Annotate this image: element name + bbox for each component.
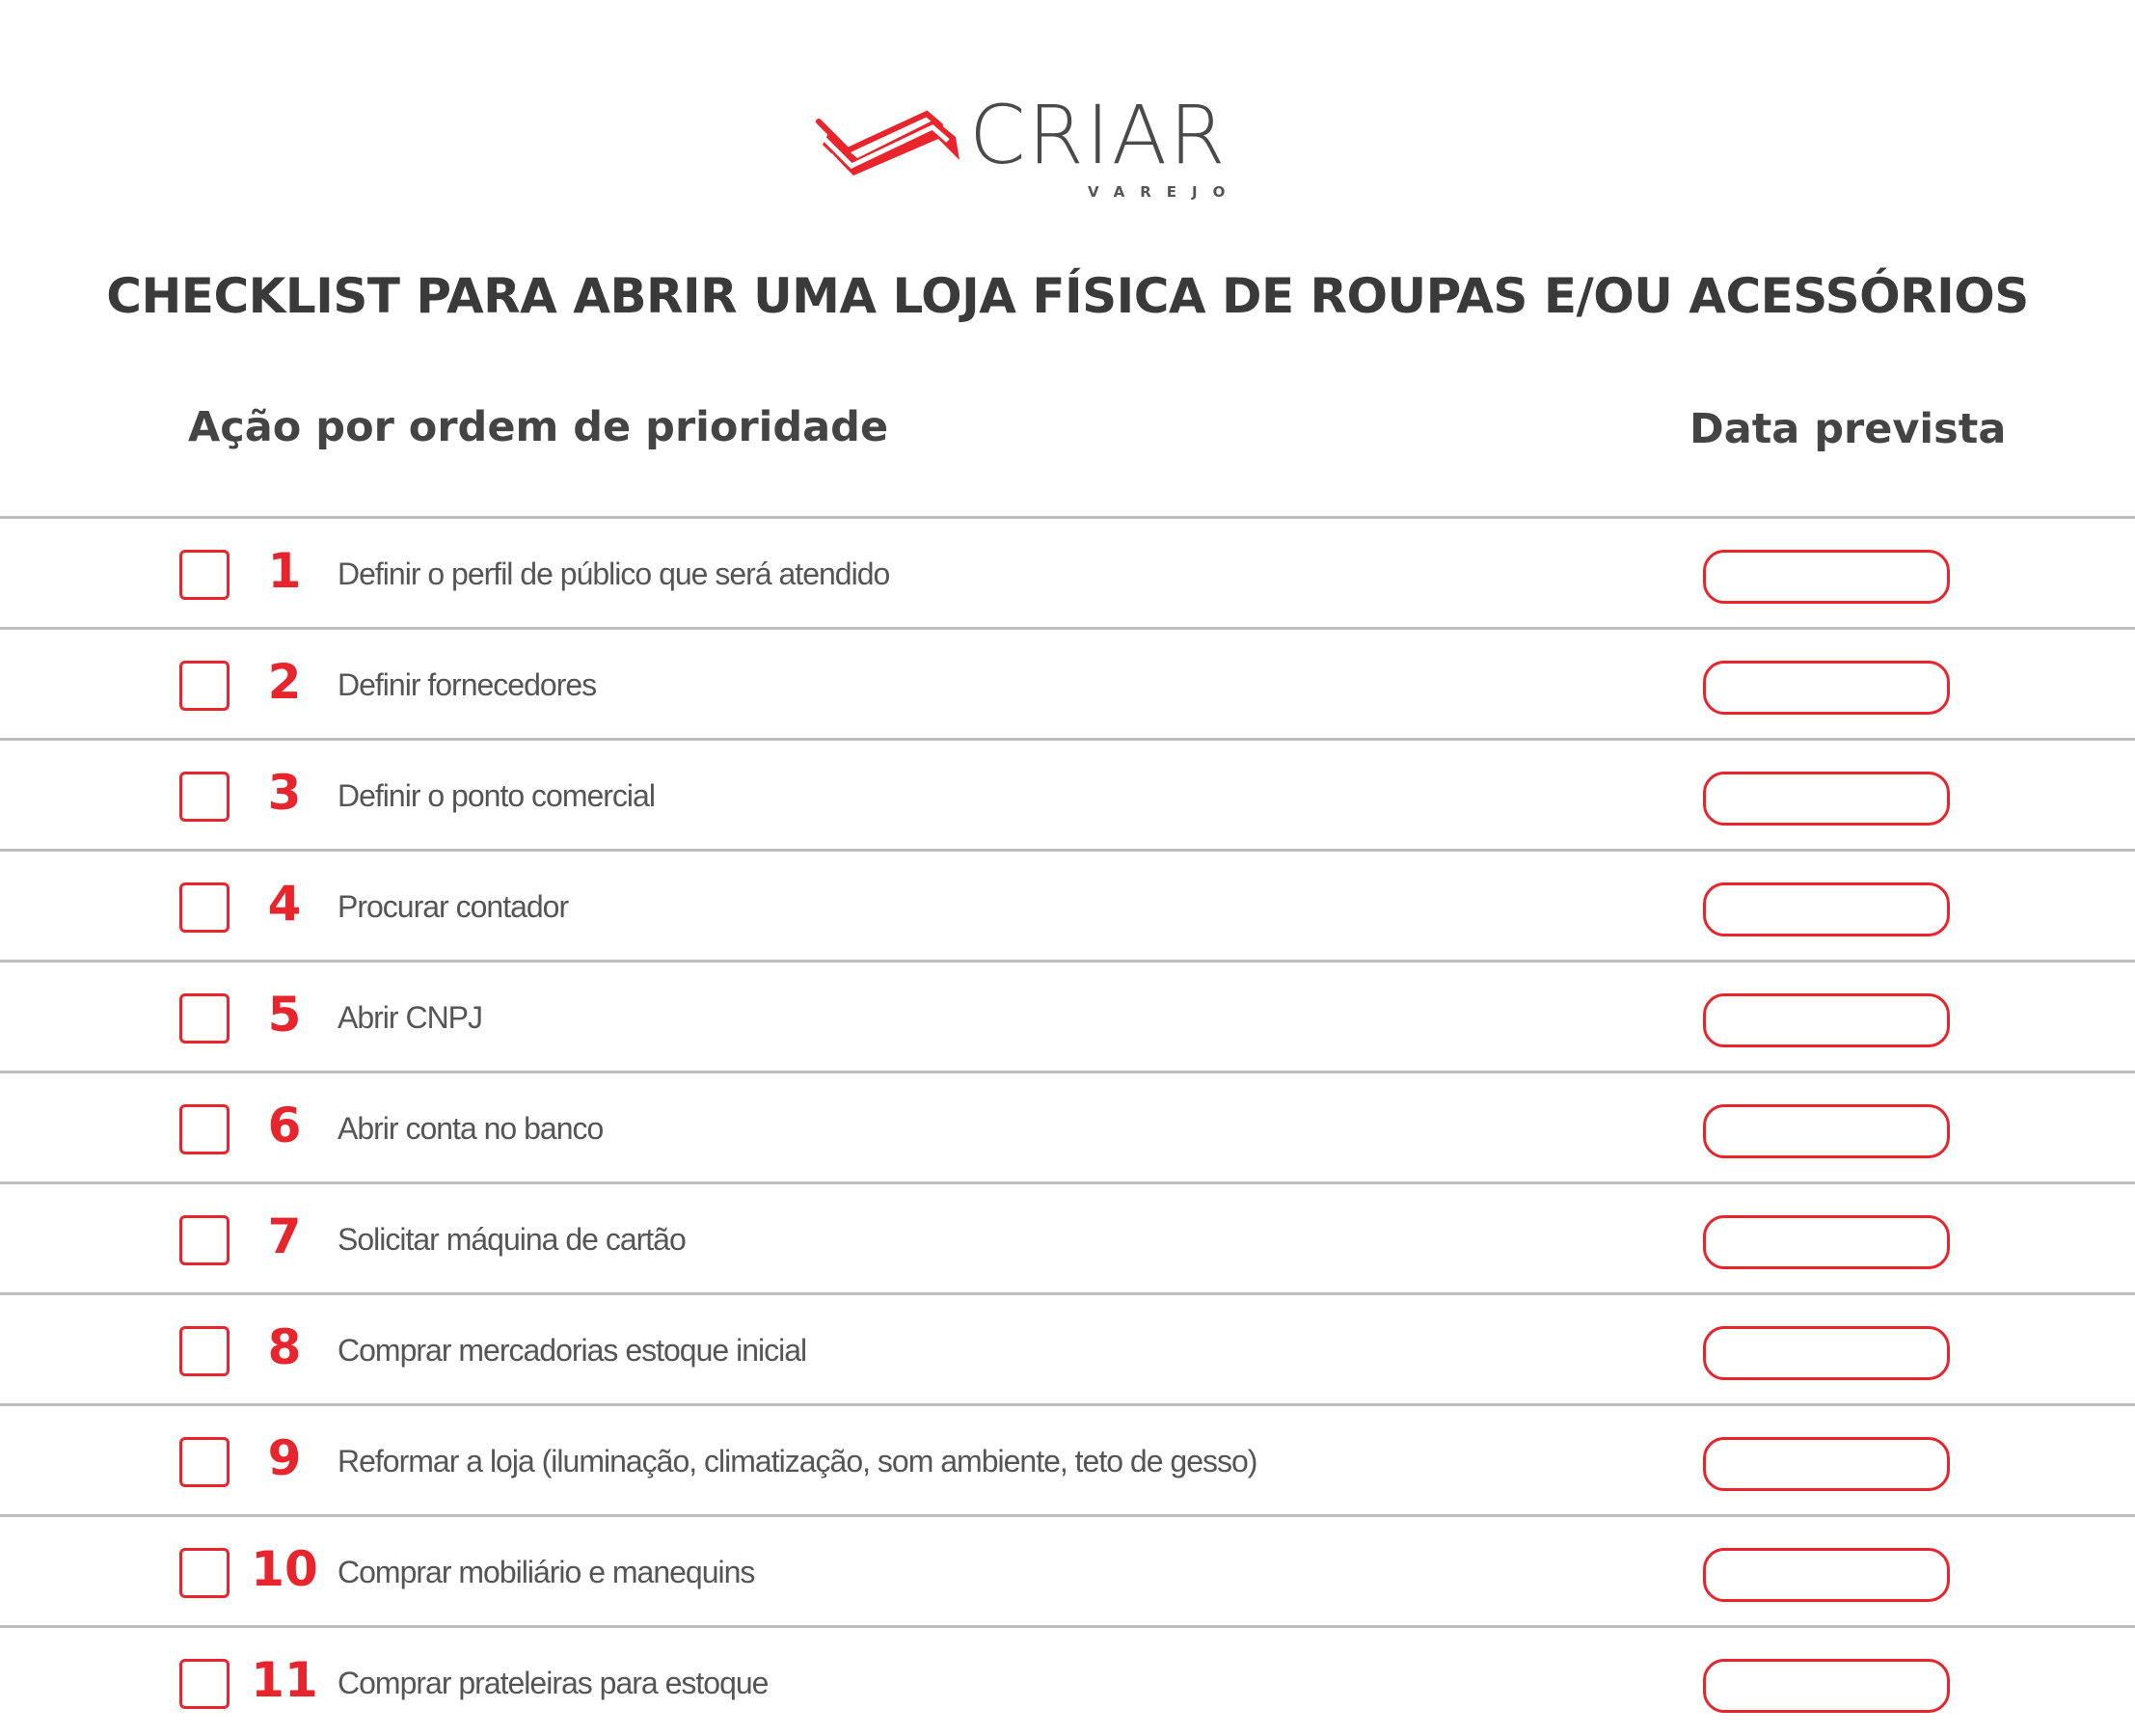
item-number: 7 xyxy=(267,1208,302,1264)
checklist-row xyxy=(0,960,2135,1071)
item-label: Abrir conta no banco xyxy=(338,1111,604,1146)
date-field[interactable] xyxy=(1703,550,1950,604)
item-label: Comprar mercadorias estoque inicial xyxy=(338,1333,807,1368)
action-column-header: Ação por ordem de prioridade xyxy=(188,403,889,451)
date-field[interactable] xyxy=(1703,1326,1950,1380)
item-label: Comprar prateleiras para estoque xyxy=(338,1666,769,1700)
date-field[interactable] xyxy=(1703,882,1950,936)
item-checkbox[interactable] xyxy=(179,1326,230,1376)
date-field[interactable] xyxy=(1703,1437,1950,1491)
item-label: Definir o ponto comercial xyxy=(338,778,655,813)
item-checkbox[interactable] xyxy=(179,1104,230,1154)
item-checkbox[interactable] xyxy=(179,1437,230,1487)
item-label: Abrir CNPJ xyxy=(338,1000,483,1035)
item-number: 1 xyxy=(267,543,302,599)
item-number: 2 xyxy=(267,654,302,710)
date-column-header: Data prevista xyxy=(1689,405,2007,453)
date-field[interactable] xyxy=(1703,1104,1950,1158)
item-number: 8 xyxy=(267,1319,302,1375)
item-checkbox[interactable] xyxy=(179,882,230,933)
item-label: Definir fornecedores xyxy=(338,667,597,702)
date-field[interactable] xyxy=(1703,1548,1950,1602)
checklist-row xyxy=(0,738,2135,849)
item-label: Solicitar máquina de cartão xyxy=(338,1222,686,1257)
item-checkbox[interactable] xyxy=(179,1548,230,1598)
item-number: 5 xyxy=(267,987,302,1043)
item-checkbox[interactable] xyxy=(179,772,230,822)
item-checkbox[interactable] xyxy=(179,550,230,600)
item-number: 9 xyxy=(267,1430,302,1486)
checklist-row xyxy=(0,627,2135,738)
item-label: Comprar mobiliário e manequins xyxy=(338,1555,755,1589)
checklist-row xyxy=(0,849,2135,960)
checklist-row xyxy=(0,1071,2135,1181)
checklist xyxy=(0,516,2135,1736)
checklist-row xyxy=(0,1514,2135,1625)
item-label: Reformar a loja (iluminação, climatização, som ambiente, teto de gesso) xyxy=(338,1444,1257,1478)
brand-name: CRIAR xyxy=(969,88,1228,182)
checklist-row xyxy=(0,516,2135,627)
checklist-row xyxy=(0,1292,2135,1403)
item-checkbox[interactable] xyxy=(179,1659,230,1709)
item-number: 11 xyxy=(251,1652,318,1708)
page-title: CHECKLIST PARA ABRIR UMA LOJA FÍSICA DE ROUPAS E/OU ACESSÓRIOS xyxy=(106,268,2029,324)
date-field[interactable] xyxy=(1703,993,1950,1047)
item-number: 4 xyxy=(267,876,302,932)
item-checkbox[interactable] xyxy=(179,1215,230,1265)
item-number: 10 xyxy=(251,1541,318,1597)
logo-swoosh-icon xyxy=(815,98,959,195)
item-checkbox[interactable] xyxy=(179,661,230,711)
date-field[interactable] xyxy=(1703,661,1950,715)
checklist-row xyxy=(0,1403,2135,1514)
date-field[interactable] xyxy=(1703,772,1950,826)
date-field[interactable] xyxy=(1703,1659,1950,1713)
checklist-row xyxy=(0,1181,2135,1292)
date-field[interactable] xyxy=(1703,1215,1950,1269)
item-label: Procurar contador xyxy=(338,889,569,924)
brand-subtitle: VAREJO xyxy=(1088,183,1241,201)
brand-logo xyxy=(815,88,1241,210)
item-number: 6 xyxy=(267,1098,302,1153)
item-label: Definir o perfil de público que será atendido xyxy=(338,556,890,591)
checklist-row xyxy=(0,1625,2135,1736)
item-number: 3 xyxy=(267,765,302,821)
item-checkbox[interactable] xyxy=(179,993,230,1044)
